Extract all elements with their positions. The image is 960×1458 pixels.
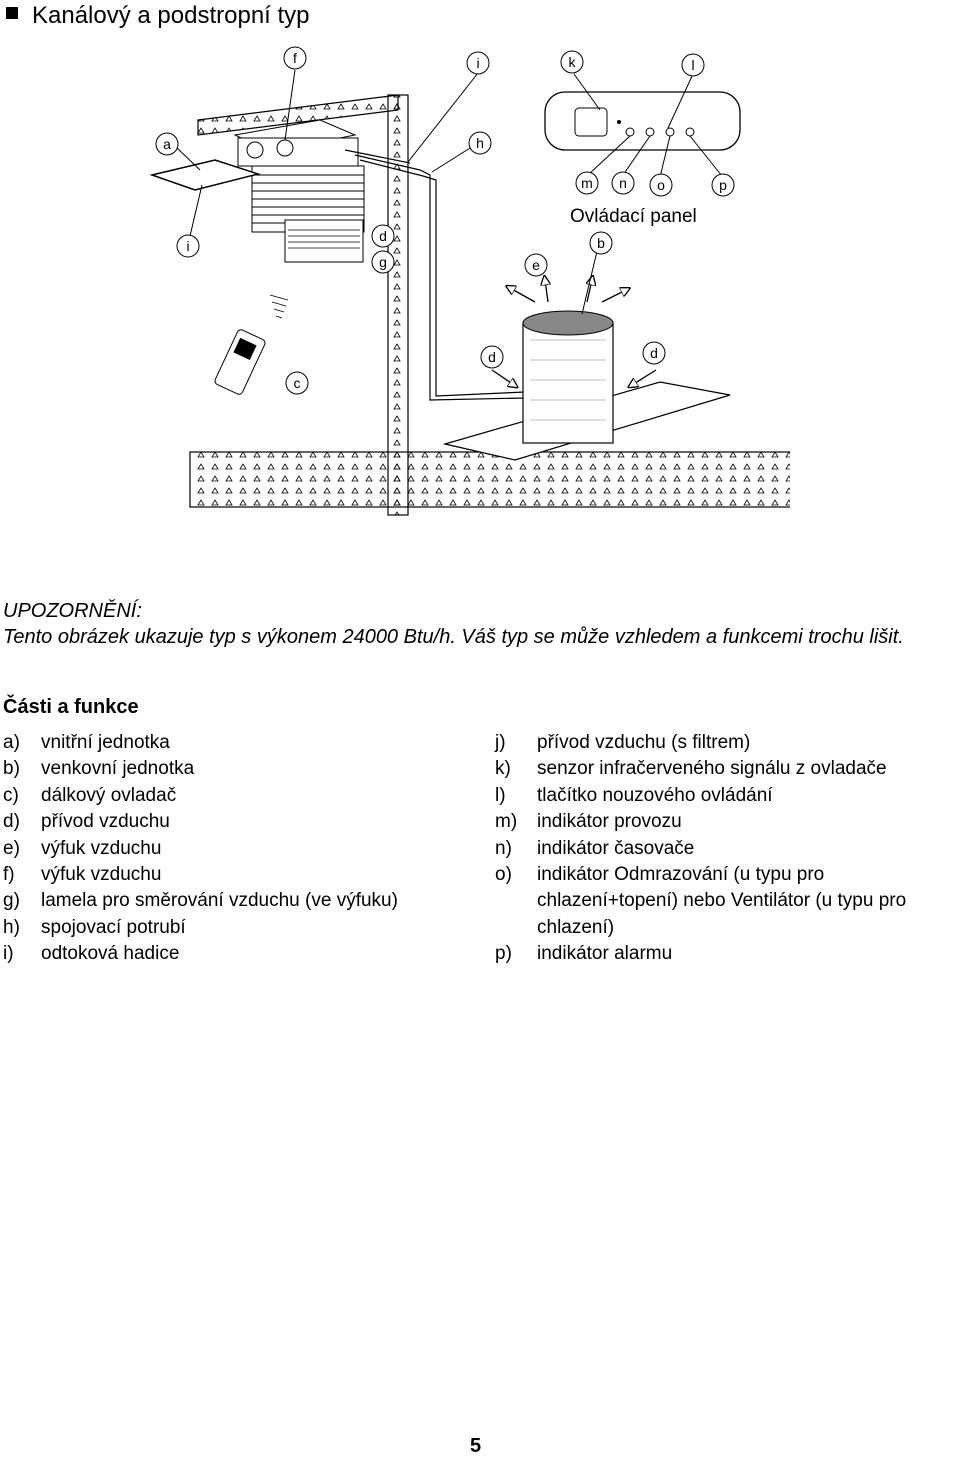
svg-text:d: d — [488, 349, 496, 365]
svg-text:l: l — [691, 57, 695, 73]
control-panel — [545, 92, 740, 150]
svg-text:e: e — [532, 257, 540, 273]
callout-p — [712, 174, 734, 196]
callout-j — [177, 235, 199, 257]
list-item: o) indikátor Odmrazování (u typu pro chlazení+topení) nebo Ventilátor (u typu pro chlazení) — [495, 864, 907, 938]
list-item: i) odtoková hadice — [3, 943, 180, 965]
list-item: e) výfuk vzduchu — [3, 837, 162, 859]
svg-text:n: n — [619, 175, 627, 191]
list-item: j) přívod vzduchu (s filtrem) — [495, 732, 751, 753]
callout-k — [561, 51, 583, 73]
notice-text: Tento obrázek ukazuje typ s výkonem 24000 Btu/h. Váš typ se může vzhledem a funkcemi trochu lišit. — [3, 626, 904, 648]
callout-h — [469, 132, 491, 154]
callout-d-indoor — [372, 225, 394, 247]
list-item: k) senzor infračerveného signálu z ovladače — [495, 758, 887, 780]
list-item: n) indikátor časovače — [495, 837, 695, 859]
section-heading — [6, 2, 310, 30]
svg-text:h: h — [476, 135, 484, 151]
callout-a — [156, 133, 178, 155]
square-bullet-icon — [6, 7, 18, 19]
list-item: a) vnitřní jednotka — [3, 732, 170, 753]
list-item: f) výfuk vzduchu — [3, 864, 162, 886]
callout-g — [372, 251, 394, 273]
list-item: l) tlačítko nouzového ovládání — [495, 784, 773, 806]
svg-text:p: p — [719, 177, 727, 193]
callout-l — [682, 54, 704, 76]
list-item: c) dálkový ovladač — [3, 784, 177, 806]
svg-text:d: d — [650, 345, 658, 361]
callout-e — [525, 254, 547, 276]
svg-text:c: c — [293, 375, 301, 391]
notice-title: UPOZORNĚNÍ: — [3, 600, 142, 622]
svg-text:k: k — [568, 54, 576, 70]
ground-slab — [190, 452, 790, 507]
installation-diagram — [140, 40, 790, 520]
outdoor-unit — [523, 311, 613, 443]
callout-f — [284, 47, 306, 69]
callout-i-top — [467, 52, 489, 74]
svg-text:d: d — [379, 228, 387, 244]
svg-text:i: i — [476, 55, 480, 71]
parts-title: Části a funkce — [3, 696, 139, 718]
list-item: p) indikátor alarmu — [495, 943, 673, 965]
parts-list-left — [3, 730, 398, 968]
remote-controller — [214, 295, 288, 396]
callout-d-right — [643, 342, 665, 364]
callout-c — [286, 372, 308, 394]
list-item: g) lamela pro směrování vzduchu (ve výfuku) — [3, 890, 398, 912]
heading-text: Kanálový a podstropní typ — [32, 2, 310, 29]
svg-text:b: b — [597, 235, 605, 251]
svg-text:a: a — [163, 136, 171, 152]
indoor-unit — [235, 120, 364, 262]
list-item: h) spojovací potrubí — [3, 916, 186, 938]
callout-n — [612, 172, 634, 194]
svg-text:f: f — [293, 50, 297, 66]
callout-d-left — [481, 346, 503, 368]
svg-text:m: m — [581, 175, 593, 191]
callout-o — [650, 174, 672, 196]
list-item: b) venkovní jednotka — [3, 758, 195, 780]
svg-text:g: g — [379, 254, 387, 270]
parts-list-right — [495, 730, 955, 968]
svg-text:o: o — [657, 177, 665, 193]
svg-text:i: i — [186, 238, 190, 254]
page-number: 5 — [470, 1435, 482, 1457]
callout-m — [576, 172, 598, 194]
list-item: m) indikátor provozu — [495, 811, 682, 833]
control-panel-label: Ovládací panel — [570, 206, 697, 227]
callout-b — [590, 232, 612, 254]
diagram-svg — [140, 40, 790, 520]
list-item: d) přívod vzduchu — [3, 811, 170, 833]
notice — [3, 598, 953, 650]
